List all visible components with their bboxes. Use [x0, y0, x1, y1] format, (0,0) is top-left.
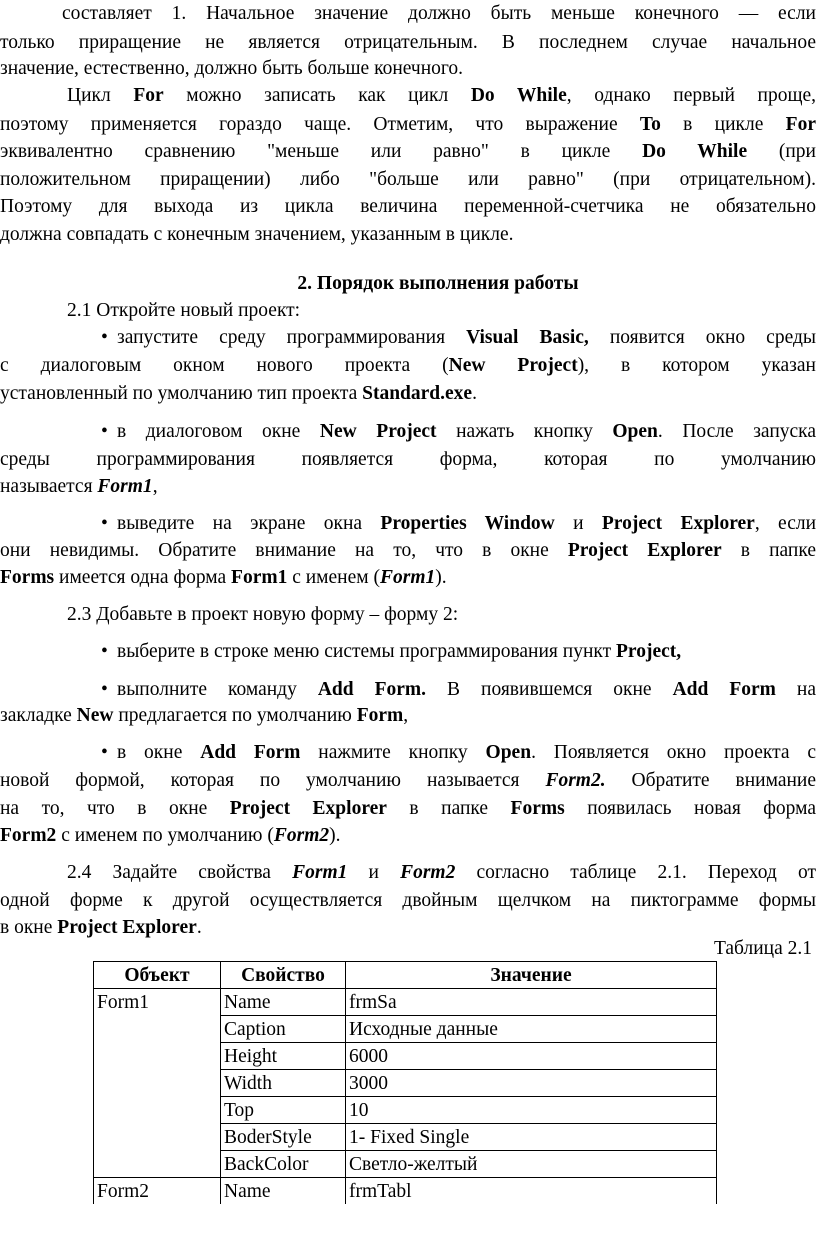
object-cell: [94, 1070, 221, 1097]
bullet-icon: •: [101, 679, 108, 700]
text: значение, естественно, должно быть больше конечного.: [0, 58, 464, 79]
keyword: Do While: [470, 85, 567, 106]
text-line: установленный по умолчанию тип проекта Standard.exe.: [0, 383, 477, 404]
value-cell: Светло-желтый: [346, 1151, 717, 1178]
value-cell: 6000: [346, 1043, 717, 1070]
keyword: For: [785, 114, 816, 135]
text-line: [0, 29, 816, 57]
bullet-icon: •: [101, 327, 108, 348]
table-row: [94, 1097, 717, 1124]
table-row: [94, 1016, 717, 1043]
text-line: [0, 55, 816, 83]
text-line: в окне Project Explorer.: [0, 917, 202, 938]
list-item: • в окне Add Form нажмите кнопку Open. Появляется окно проекта с: [0, 739, 816, 767]
text-line: на то, что в окне Project Explorer в папке Forms появилась новая форма: [0, 798, 816, 819]
table-row: [94, 989, 717, 1016]
property-cell: Name: [221, 989, 346, 1016]
object-cell: [94, 1124, 221, 1151]
property-cell: Height: [221, 1043, 346, 1070]
text-line: поэтому применяется гораздо чаще. Отметим, что выражение To в цикле For: [0, 114, 816, 135]
object-cell: [94, 1151, 221, 1178]
list-item: • выберите в строке меню системы программирования пункт Project,: [101, 638, 816, 666]
property-cell: Width: [221, 1070, 346, 1097]
property-cell: Top: [221, 1097, 346, 1124]
value-cell: frmSa: [346, 989, 717, 1016]
keyword: To: [639, 114, 661, 135]
text-line: называется Form1,: [0, 476, 158, 497]
object-cell: Form2: [94, 1178, 221, 1205]
value-cell: Исходные данные: [346, 1016, 717, 1043]
text-line: [0, 0, 816, 28]
value-cell: frmTabl: [346, 1178, 717, 1205]
step-heading: 2.1 Откройте новый проект:: [67, 300, 301, 321]
step-heading: 2.3 Добавьте в проект новую форму – форму 2:: [67, 604, 459, 625]
text: только приращение не является отрицательным. В последнем случае начальное: [0, 32, 816, 53]
text-line: Поэтому для выхода из цикла величина переменной-счетчика не обязательно: [0, 196, 816, 217]
table-row: [94, 1178, 717, 1205]
keyword: Do While: [642, 141, 748, 162]
object-cell: Form1: [94, 989, 221, 1016]
bullet-icon: •: [101, 513, 108, 534]
text-line: они невидимы. Обратите внимание на то, что в окне Project Explorer в папке: [0, 540, 816, 561]
property-cell: BackColor: [221, 1151, 346, 1178]
text-line: Цикл For можно записать как цикл Do While, однако первый проще,: [67, 85, 816, 106]
text-line: среды программирования появляется форма, которая по умолчанию: [0, 449, 816, 470]
text-line: должна совпадать с конечным значением, указанным в цикле.: [0, 224, 514, 245]
bullet-icon: •: [101, 742, 108, 763]
text-line: закладке New предлагается по умолчанию Form,: [0, 705, 409, 726]
text-line: Forms имеется одна форма Form1 с именем (Form1).: [0, 567, 447, 588]
list-item: • в диалоговом окне New Project нажать кнопку Open. После запуска: [0, 418, 816, 446]
column-header: Значение: [346, 962, 717, 989]
object-cell: [94, 1043, 221, 1070]
text-line: с диалоговым окном нового проекта (New Project), в котором указан: [0, 355, 816, 376]
list-item: • запустите среду программирования Visual Basic, появится окно среды: [0, 324, 816, 352]
table-caption: Таблица 2.1: [713, 938, 812, 959]
text: составляет 1. Начальное значение должно быть меньше конечного — если: [62, 3, 816, 24]
value-cell: 3000: [346, 1070, 717, 1097]
column-header: Свойство: [221, 962, 346, 989]
text-line: Form2 с именем по умолчанию (Form2).: [0, 825, 341, 846]
list-item: • выполните команду Add Form. В появившемся окне Add Form на: [0, 676, 816, 704]
value-cell: 10: [346, 1097, 717, 1124]
section-heading: 2. Порядок выполнения работы: [297, 273, 579, 294]
column-header: Объект: [94, 962, 221, 989]
table-row: [94, 1070, 717, 1097]
value-cell: 1- Fixed Single: [346, 1124, 717, 1151]
table-header-row: [94, 962, 717, 989]
property-cell: BoderStyle: [221, 1124, 346, 1151]
text-line: одной форме к другой осуществляется двойным щелчком на пиктограмме формы: [0, 890, 816, 911]
list-item: • выведите на экране окна Properties Window и Project Explorer, если: [0, 510, 816, 538]
property-cell: Caption: [221, 1016, 346, 1043]
bullet-icon: •: [101, 641, 108, 662]
object-cell: [94, 1016, 221, 1043]
keyword: For: [133, 85, 164, 106]
step-heading: 2.4 Задайте свойства Form1 и Form2 согласно таблице 2.1. Переход от: [67, 862, 816, 883]
table-row: [94, 1124, 717, 1151]
property-cell: Name: [221, 1178, 346, 1205]
properties-table: [93, 961, 717, 1204]
text-line: новой формой, которая по умолчанию называется Form2. Обратите внимание: [0, 770, 816, 791]
table-row: [94, 1043, 717, 1070]
text-line: эквивалентно сравнению "меньше или равно" в цикле Do While (при: [0, 141, 816, 162]
bullet-icon: •: [101, 421, 108, 442]
object-cell: [94, 1097, 221, 1124]
table-row: [94, 1151, 717, 1178]
text-line: положительном приращении) либо "больше или равно" (при отрицательном).: [0, 169, 816, 190]
